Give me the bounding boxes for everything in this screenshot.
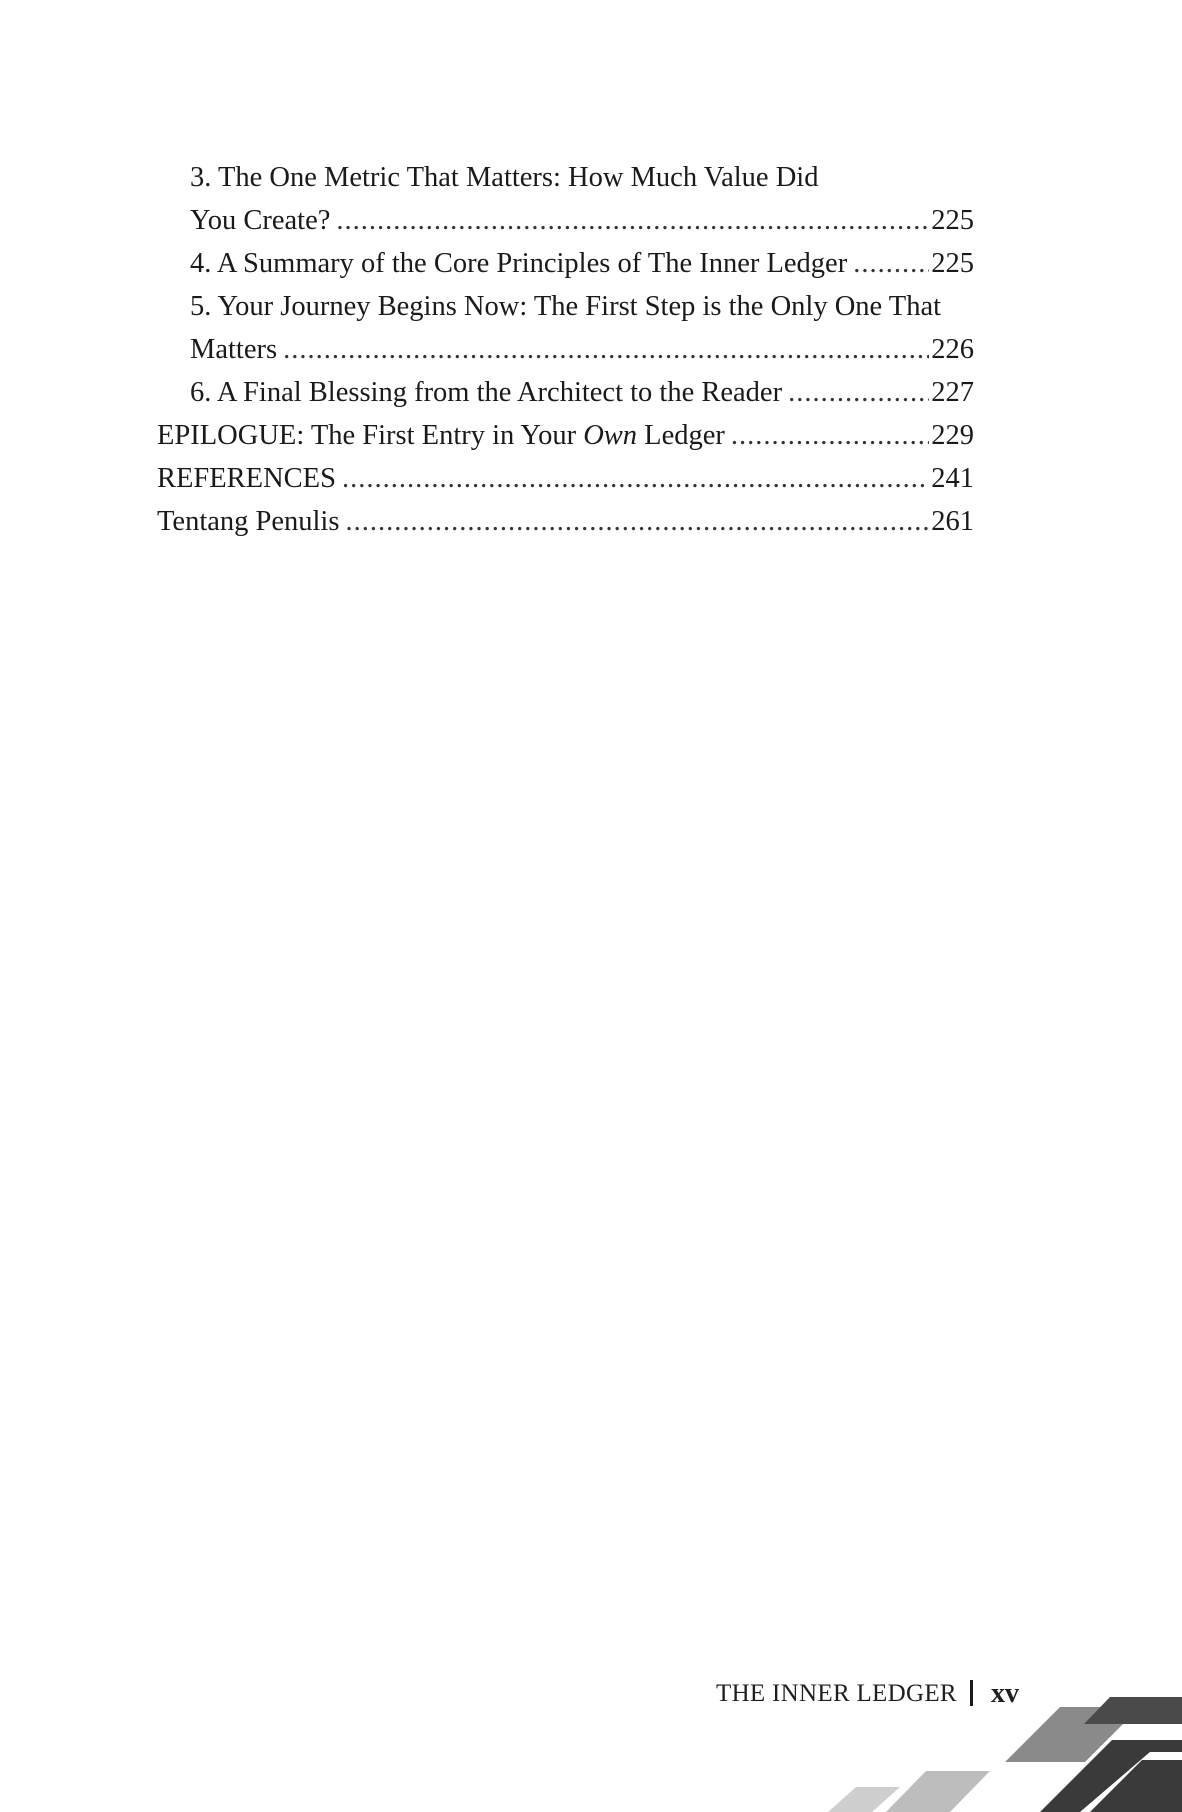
- toc-page-number: 225: [931, 205, 974, 236]
- toc-entry-title: Tentang Penulis: [157, 506, 340, 537]
- toc-entry-title: 3. The One Metric That Matters: How Much Value Did: [190, 162, 819, 193]
- toc-title-part: Ledger: [637, 420, 725, 451]
- toc-entry-title: REFERENCES: [157, 463, 336, 494]
- toc-page-number: 227: [931, 377, 974, 408]
- toc-page-number: 226: [931, 334, 974, 365]
- toc-entry-title: 4. A Summary of the Core Principles of The Inner Ledger: [190, 248, 848, 279]
- deco-shape-light-left: [828, 1787, 900, 1812]
- running-title: THE INNER LEDGER: [716, 1680, 957, 1707]
- toc-title-italic: Own: [583, 420, 638, 451]
- deco-shape-stripe-white: [1120, 1724, 1182, 1732]
- toc-page-number: 241: [931, 463, 974, 494]
- toc-title-part: EPILOGUE: The First Entry in Your: [157, 420, 584, 451]
- toc-page-number: 225: [931, 248, 974, 279]
- toc-page-number: 261: [931, 506, 974, 537]
- page-number: xv: [991, 1678, 1019, 1709]
- deco-shape-light-right: [886, 1771, 990, 1812]
- deco-shape-dark-top: [1084, 1697, 1182, 1724]
- toc-entry-title: You Create?: [190, 205, 331, 236]
- toc-entry-title: Matters: [190, 334, 278, 365]
- toc-entry-title: 5. Your Journey Begins Now: The First Step is the Only One That: [190, 291, 942, 322]
- toc-page-number: 229: [931, 420, 974, 451]
- toc-entry-title: 6. A Final Blessing from the Architect to the Reader: [190, 377, 783, 408]
